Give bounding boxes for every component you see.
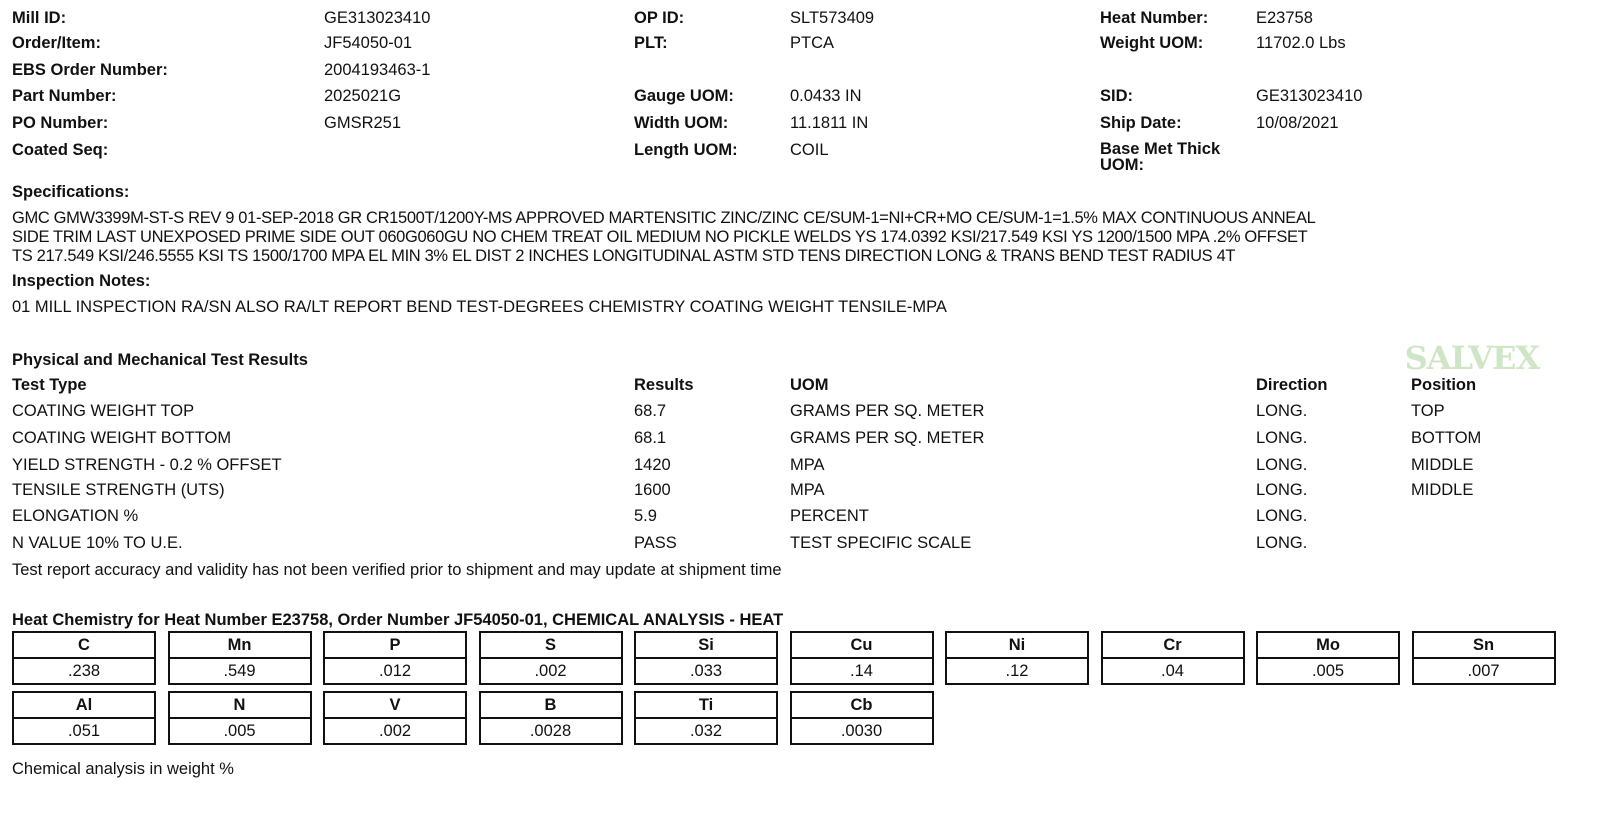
test-direction: LONG. <box>1256 402 1308 420</box>
chem-element: Ti <box>636 693 776 719</box>
test-result: 68.1 <box>634 429 667 447</box>
po-number-value: GMSR251 <box>324 114 402 132</box>
test-direction: LONG. <box>1256 429 1308 447</box>
base-met-thick-uom-label: UOM: <box>1100 156 1144 174</box>
salvex-watermark-logo: SALVEX <box>1404 339 1540 377</box>
test-type: N VALUE 10% TO U.E. <box>12 534 183 552</box>
chem-element: B <box>481 693 621 719</box>
heat-number-value: E23758 <box>1256 9 1313 27</box>
op-id-value: SLT573409 <box>790 9 875 27</box>
chem-value: .012 <box>378 662 412 680</box>
test-position: BOTTOM <box>1411 429 1482 447</box>
chem-value: .002 <box>378 722 412 740</box>
test-uom: MPA <box>790 481 825 499</box>
chem-element: Mn <box>170 633 310 659</box>
chem-element: Al <box>14 693 154 719</box>
chem-cell <box>168 691 312 745</box>
ebs-order-value: 2004193463-1 <box>324 61 431 79</box>
chem-cell <box>12 631 156 685</box>
chem-value: .005 <box>223 722 256 740</box>
specifications-line-3: TS 217.549 KSI/246.5555 KSI TS 1500/1700 MPA EL MIN 3% EL DIST 2 INCHES LONGITUDINAL ASTM STD TENS DIRECTION LONG & TRANS BEND TEST RADIUS 4T <box>12 247 1236 265</box>
chem-value: .002 <box>534 662 567 680</box>
chem-value: .033 <box>689 662 723 680</box>
test-type: COATING WEIGHT TOP <box>12 402 195 420</box>
test-result: 5.9 <box>634 507 657 525</box>
order-item-value: JF54050-01 <box>324 34 413 52</box>
test-results-title: Physical and Mechanical Test Results <box>12 351 308 369</box>
chem-cell <box>323 631 467 685</box>
chem-element: Cr <box>1103 633 1243 659</box>
test-report-note: Test report accuracy and validity has not been verified prior to shipment and may update at shipment time <box>12 561 782 579</box>
chemical-analysis-note: Chemical analysis in weight % <box>12 760 234 778</box>
test-direction: LONG. <box>1256 481 1308 499</box>
test-uom: GRAMS PER SQ. METER <box>790 402 985 420</box>
base-met-thick-label: Base Met Thick <box>1100 140 1221 158</box>
chem-value: .14 <box>850 662 873 680</box>
order-item-label: Order/Item: <box>12 34 101 52</box>
chem-cell <box>790 691 934 745</box>
test-type: TENSILE STRENGTH (UTS) <box>12 481 225 499</box>
chem-value: .12 <box>1005 662 1029 680</box>
test-direction: LONG. <box>1256 507 1308 525</box>
length-uom-label: Length UOM: <box>634 141 738 159</box>
inspection-notes-title: Inspection Notes: <box>12 272 151 290</box>
width-uom-value: 11.1811 IN <box>790 114 869 132</box>
chem-value: .032 <box>689 722 723 740</box>
chem-value: .238 <box>67 662 101 680</box>
width-uom-label: Width UOM: <box>634 114 729 132</box>
part-number-label: Part Number: <box>12 87 117 105</box>
test-uom: TEST SPECIFIC SCALE <box>790 534 972 552</box>
chem-element: Si <box>636 633 776 659</box>
plt-value: PTCA <box>790 34 835 52</box>
mill-id-value: GE313023410 <box>324 9 431 27</box>
test-uom: GRAMS PER SQ. METER <box>790 429 985 447</box>
chem-cell <box>12 691 156 745</box>
po-number-label: PO Number: <box>12 114 109 132</box>
chem-element: S <box>481 633 621 659</box>
chem-element: Cb <box>792 693 932 719</box>
sid-value: GE313023410 <box>1256 87 1363 105</box>
chem-element: Sn <box>1414 633 1554 659</box>
specifications-line-2: SIDE TRIM LAST UNEXPOSED PRIME SIDE OUT 060G060GU NO CHEM TREAT OIL MEDIUM NO PICKLE WELDS YS 174.0392 KSI/217.549 KSI YS 1200/1500 MPA .2% OFFSET <box>12 228 1308 246</box>
weight-uom-value: 11702.0 Lbs <box>1256 34 1346 52</box>
test-position: MIDDLE <box>1411 456 1474 474</box>
header-position: Position <box>1411 376 1477 394</box>
gauge-uom-label: Gauge UOM: <box>634 87 734 105</box>
chem-element: V <box>325 693 465 719</box>
heat-number-label: Heat Number: <box>1100 9 1209 27</box>
chem-cell <box>479 691 623 745</box>
test-uom: PERCENT <box>790 507 869 525</box>
test-type: YIELD STRENGTH - 0.2 % OFFSET <box>12 456 282 474</box>
op-id-label: OP ID: <box>634 9 685 27</box>
chem-element: Ni <box>947 633 1087 659</box>
header-direction: Direction <box>1256 376 1328 394</box>
chem-value: .04 <box>1161 662 1184 680</box>
header-test-type: Test Type <box>12 376 87 394</box>
inspection-notes-text: 01 MILL INSPECTION RA/SN ALSO RA/LT REPORT BEND TEST-DEGREES CHEMISTRY COATING WEIGHT TENSILE-MPA <box>12 298 947 316</box>
test-result: 68.7 <box>634 402 667 420</box>
chem-element: Cu <box>792 633 932 659</box>
chem-element: Mo <box>1258 633 1398 659</box>
chem-cell <box>634 691 778 745</box>
ship-date-value: 10/08/2021 <box>1256 114 1339 132</box>
heat-chemistry-title: Heat Chemistry for Heat Number E23758, Order Number JF54050-01, CHEMICAL ANALYSIS - HEAT <box>12 611 784 629</box>
chem-cell <box>634 631 778 685</box>
specifications-title: Specifications: <box>12 183 130 201</box>
chem-cell <box>168 631 312 685</box>
chem-element: N <box>170 693 310 719</box>
test-type: COATING WEIGHT BOTTOM <box>12 429 232 447</box>
test-result: 1420 <box>634 456 671 474</box>
part-number-value: 2025021G <box>324 87 402 105</box>
chem-value: .051 <box>67 722 101 740</box>
length-uom-value: COIL <box>790 141 829 159</box>
chem-value: .549 <box>223 662 256 680</box>
chem-value: .007 <box>1467 662 1500 680</box>
chem-value: .005 <box>1311 662 1345 680</box>
test-result: 1600 <box>634 481 671 499</box>
test-result: PASS <box>634 534 677 552</box>
chem-cell <box>323 691 467 745</box>
test-uom: MPA <box>790 456 825 474</box>
coated-seq-label: Coated Seq: <box>12 141 109 159</box>
test-direction: LONG. <box>1256 456 1308 474</box>
chem-value: .0030 <box>840 722 883 740</box>
test-position: TOP <box>1411 402 1445 420</box>
test-direction: LONG. <box>1256 534 1308 552</box>
chem-cell <box>1101 631 1245 685</box>
gauge-uom-value: 0.0433 IN <box>790 87 862 105</box>
chem-cell <box>945 631 1089 685</box>
ebs-order-label: EBS Order Number: <box>12 61 168 79</box>
test-position: MIDDLE <box>1411 481 1474 499</box>
plt-label: PLT: <box>634 34 668 52</box>
chem-cell <box>479 631 623 685</box>
chem-cell <box>1412 631 1556 685</box>
test-type: ELONGATION % <box>12 507 139 525</box>
specifications-line-1: GMC GMW3399M-ST-S REV 9 01-SEP-2018 GR CR1500T/1200Y-MS APPROVED MARTENSITIC ZINC/ZINC CE/SUM-1=NI+CR+MO CE/SUM-1=1.5% MAX CONTINUOUS ANNEAL <box>12 209 1316 227</box>
chem-element: P <box>325 633 465 659</box>
weight-uom-label: Weight UOM: <box>1100 34 1204 52</box>
mill-id-label: Mill ID: <box>12 9 67 27</box>
chem-cell <box>790 631 934 685</box>
header-results: Results <box>634 376 694 394</box>
sid-label: SID: <box>1100 87 1133 105</box>
chem-cell <box>1256 631 1400 685</box>
chem-value: .0028 <box>529 722 572 740</box>
ship-date-label: Ship Date: <box>1100 114 1182 132</box>
header-uom: UOM <box>790 376 829 394</box>
chem-element: C <box>14 633 154 659</box>
